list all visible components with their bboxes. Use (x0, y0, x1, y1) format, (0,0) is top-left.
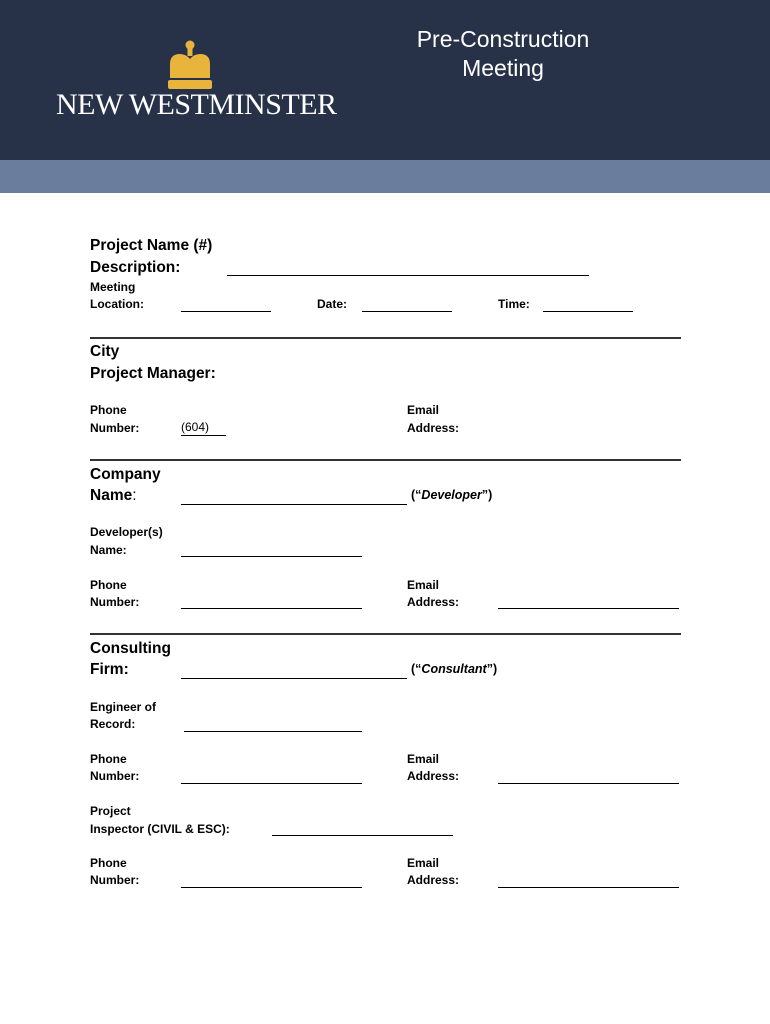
description-field[interactable] (227, 275, 589, 276)
role-close: ”) (481, 488, 493, 502)
developer-email-label-2: Address: (407, 595, 460, 609)
consulting-label: Consulting (90, 640, 171, 657)
section-divider (90, 459, 681, 461)
developer-email-label: Email (407, 578, 440, 592)
company-name-text: Name (90, 487, 133, 504)
inspector-phone-field[interactable] (181, 887, 362, 888)
inspector-phone-label: Phone (90, 856, 127, 870)
engineer-label: Engineer of (90, 700, 157, 714)
section-divider (90, 633, 681, 635)
developer-phone-label-2: Number: (90, 595, 140, 609)
title-line-1: Pre-Construction (416, 26, 590, 52)
project-name-label: Project Name (#) (90, 237, 213, 254)
developer-phone-field[interactable] (181, 608, 362, 609)
project-manager-label: Project Manager: (90, 365, 216, 382)
developer-role-note (411, 488, 492, 502)
developer-email-field[interactable] (498, 608, 679, 609)
section-divider (90, 337, 681, 339)
inspector-phone-label-2: Number: (90, 873, 140, 887)
inspector-label: Project (90, 804, 131, 818)
role-close: ”) (486, 662, 498, 676)
role-open: (“ (411, 488, 422, 502)
title-line-2: Meeting (462, 55, 544, 81)
developer-name-field[interactable] (181, 556, 362, 557)
developer-label: Developer(s) (90, 525, 163, 539)
consultant-email-label-2: Address: (407, 769, 460, 783)
time-label: Time: (498, 297, 530, 311)
role-developer: Developer (421, 488, 482, 502)
phone-area-code: (604) (181, 420, 210, 434)
city-phone-label: Phone (90, 403, 127, 417)
consultant-email-field[interactable] (498, 783, 679, 784)
engineer-record-field[interactable] (184, 731, 362, 732)
organization-logo-text: NEW WESTMINSTER (56, 88, 337, 121)
role-consultant: Consultant (421, 662, 487, 676)
inspector-label-2: Inspector (CIVIL & ESC): (90, 822, 230, 836)
consultant-phone-label-2: Number: (90, 769, 140, 783)
date-label: Date: (317, 297, 348, 311)
location-field[interactable] (181, 311, 271, 312)
role-open: (“ (411, 662, 422, 676)
consultant-role-note (411, 662, 497, 676)
company-name-label (90, 485, 137, 507)
inspector-email-label: Email (407, 856, 440, 870)
inspector-email-label-2: Address: (407, 873, 460, 887)
city-email-label: Email (407, 403, 440, 417)
time-field[interactable] (543, 311, 633, 312)
city-email-label-2: Address: (407, 421, 460, 435)
developer-name-label: Name: (90, 543, 127, 557)
engineer-record-label: Record: (90, 717, 136, 731)
inspector-field[interactable] (272, 835, 453, 836)
consulting-firm-label: Firm: (90, 661, 129, 678)
developer-phone-label: Phone (90, 578, 127, 592)
company-label: Company (90, 466, 161, 483)
date-field[interactable] (362, 311, 452, 312)
city-phone-field[interactable] (181, 420, 226, 436)
description-label: Description: (90, 259, 181, 276)
city-phone-label-2: Number: (90, 421, 140, 435)
consultant-email-label: Email (407, 752, 440, 766)
inspector-email-field[interactable] (498, 887, 679, 888)
meeting-label: Meeting (90, 280, 136, 294)
consultant-phone-field[interactable] (181, 783, 362, 784)
consultant-phone-label: Phone (90, 752, 127, 766)
location-label: Location: (90, 297, 144, 311)
consulting-firm-field[interactable] (181, 678, 407, 679)
company-name-field[interactable] (181, 504, 407, 505)
city-label: City (90, 343, 120, 360)
company-name-colon: : (132, 487, 137, 504)
